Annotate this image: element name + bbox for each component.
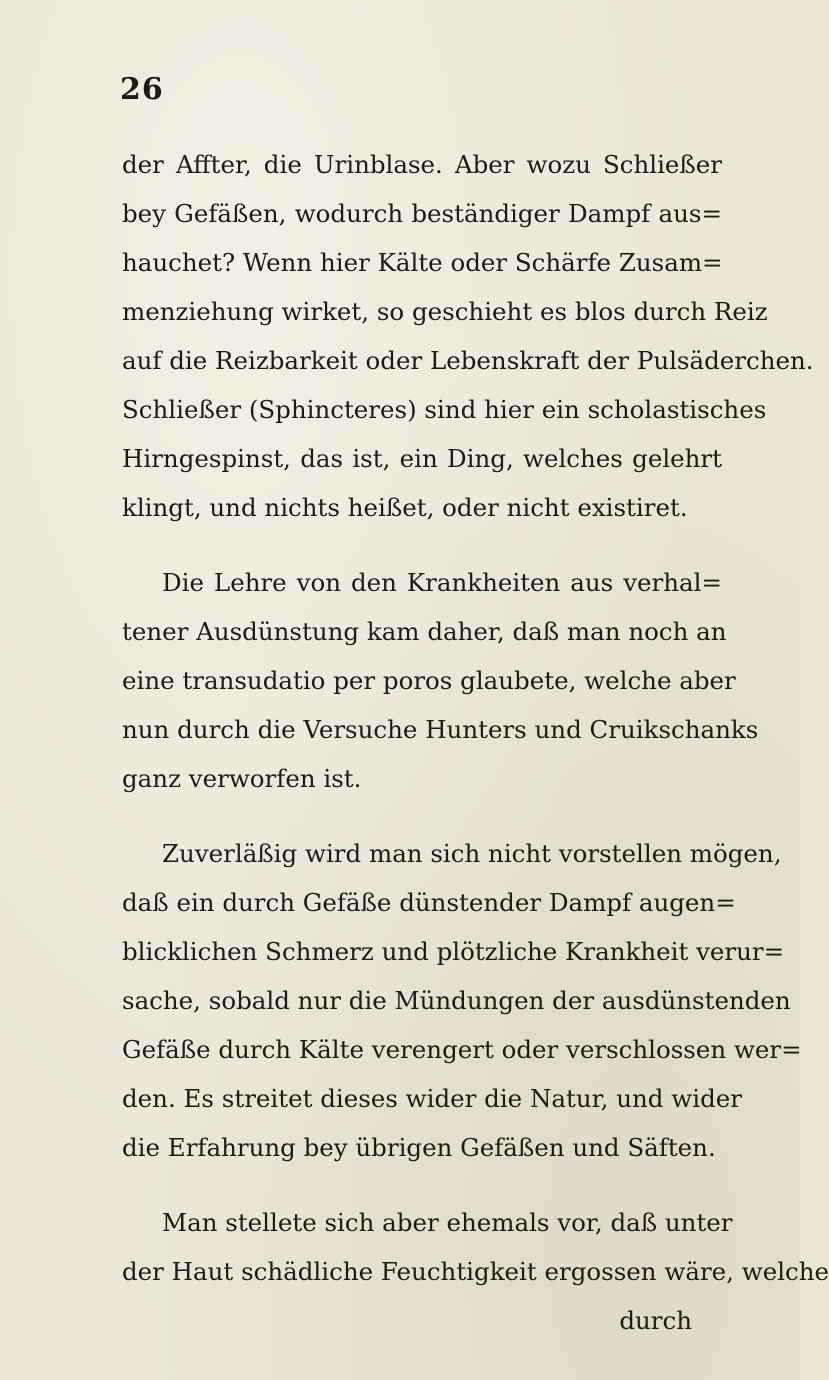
text-line: klingt, und nichts heißet, oder nicht existiret. <box>122 493 688 522</box>
text-line: sache, sobald nur die Mündungen der ausdünstenden <box>122 986 791 1015</box>
paragraph-4 <box>122 1198 829 1345</box>
text-line: menziehung wirket, so geschieht es blos durch Reiz <box>122 297 768 326</box>
paragraph-3 <box>122 829 802 1172</box>
text-line: Gefäße durch Kälte verengert oder verschlossen wer= <box>122 1035 802 1064</box>
paragraph-1 <box>122 140 814 532</box>
text-line: hauchet? Wenn hier Kälte oder Schärfe Zusam= <box>122 248 723 277</box>
text-body <box>122 140 829 1345</box>
text-line: Hirngespinst, das ist, ein Ding, welches gelehrt <box>122 444 722 473</box>
page-number: 26 <box>120 72 164 107</box>
text-line: der Affter, die Urinblase. Aber wozu Schließer <box>122 150 722 179</box>
text-line: Schließer (Sphincteres) sind hier ein scholastisches <box>122 395 767 424</box>
text-line: den. Es streitet dieses wider die Natur, und wider <box>122 1084 742 1113</box>
text-line: ganz verworfen ist. <box>122 764 362 793</box>
text-line: Man stellete sich aber ehemals vor, daß unter <box>162 1208 733 1237</box>
text-line: auf die Reizbarkeit oder Lebenskraft der Pulsäderchen. <box>122 346 814 375</box>
catchword: durch <box>619 1306 692 1335</box>
text-line: die Erfahrung bey übrigen Gefäßen und Säften. <box>122 1133 716 1162</box>
paragraph-2 <box>122 558 759 803</box>
text-line: tener Ausdünstung kam daher, daß man noch an <box>122 617 727 646</box>
text-line: blicklichen Schmerz und plötzliche Krankheit verur= <box>122 937 785 966</box>
text-line: Die Lehre von den Krankheiten aus verhal= <box>162 568 722 597</box>
text-line: Zuverläßig wird man sich nicht vorstellen mögen, <box>162 839 782 868</box>
text-line: nun durch die Versuche Hunters und Cruikschanks <box>122 715 759 744</box>
text-line: der Haut schädliche Feuchtigkeit ergossen wäre, welche <box>122 1257 829 1286</box>
text-line: eine transudatio per poros glaubete, welche aber <box>122 666 736 695</box>
text-line: bey Gefäßen, wodurch beständiger Dampf aus= <box>122 199 722 228</box>
text-line: daß ein durch Gefäße dünstender Dampf augen= <box>122 888 736 917</box>
